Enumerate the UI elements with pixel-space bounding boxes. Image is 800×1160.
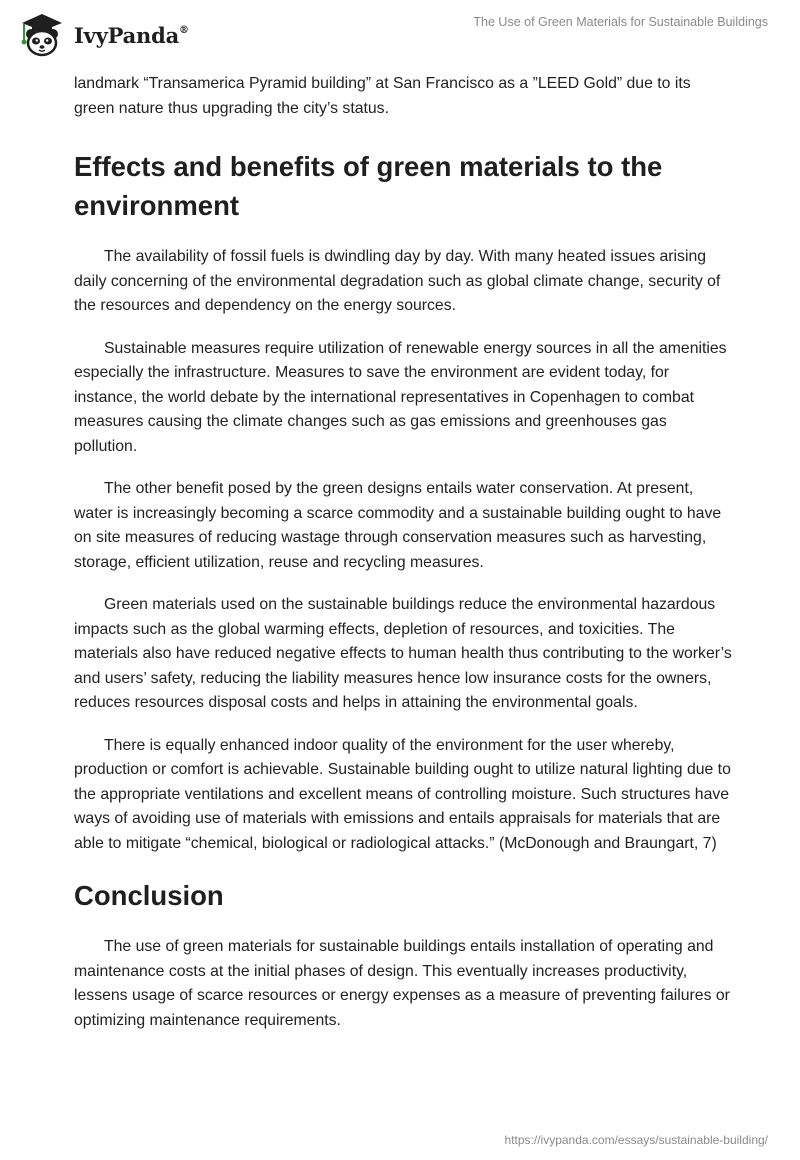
paragraph: Sustainable measures require utilization of renewable energy sources in all the amenities especially the infrastructure. Measures to save the environment are evident today, for instance, the world debate by the international representatives in Copenhagen to combat measures causing the climate changes such as gas emissions and greenhouses gas pollution. <box>74 339 727 455</box>
paragraph: The use of green materials for sustainable buildings entails installation of operating and maintenance costs at the initial phases of design. This eventually increases productivity, lessens usage of scarce resources or energy expenses as a measure of preventing failures or optimizing maintenance requirements. <box>74 938 730 1029</box>
paragraph: The availability of fossil fuels is dwindling day by day. With many heated issues arising daily concerning of the environmental degradation such as global climate change, security of the resources and dependency on the energy sources. <box>74 248 721 314</box>
section-heading-conclusion: Conclusion <box>74 880 224 911</box>
document-title: The Use of Green Materials for Sustainable Buildings <box>473 15 768 29</box>
page-header <box>0 0 800 70</box>
paragraph: Green materials used on the sustainable buildings reduce the environmental hazardous impacts such as the global warming effects, depletion of resources, and toxicities. The materials also have reduced negative effects to human health thus contributing to the worker’s and users’ safety, reducing the liability measures hence low insurance costs for the owners, reduces resources disposal costs and helps in attaining the environmental goals. <box>74 596 732 711</box>
source-url-link[interactable]: https://ivypanda.com/essays/sustainable-building/ <box>504 1133 768 1147</box>
intro-paragraph: landmark “Transamerica Pyramid building” at San Francisco as a ”LEED Gold” due to its green nature thus upgrading the city’s status. <box>74 75 691 117</box>
panda-graduate-icon <box>14 10 70 60</box>
paragraph: There is equally enhanced indoor quality of the environment for the user whereby, production or comfort is achievable. Sustainable building ought to utilize natural lighting due to the appropriate ventilations and excellent means of controlling moisture. Such structures have ways of avoiding use of materials with emissions and entails appraisals for materials that are able to mitigate “chemical, biological or radiological attacks.” (McDonough and Braungart, 7) <box>74 736 731 852</box>
logo-wordmark: IvyPanda® <box>74 22 189 48</box>
section-heading-effects: Effects and benefits of green materials to the environment <box>74 151 663 221</box>
paragraph: The other benefit posed by the green designs entails water conservation. At present, water is increasingly becoming a scarce commodity and a sustainable building ought to have on site measures of reducing wastage through conservation measures such as harvesting, storage, efficient utilization, reuse and recycling measures. <box>74 480 722 571</box>
ivypanda-logo[interactable] <box>14 10 189 60</box>
essay-content <box>74 72 734 1051</box>
